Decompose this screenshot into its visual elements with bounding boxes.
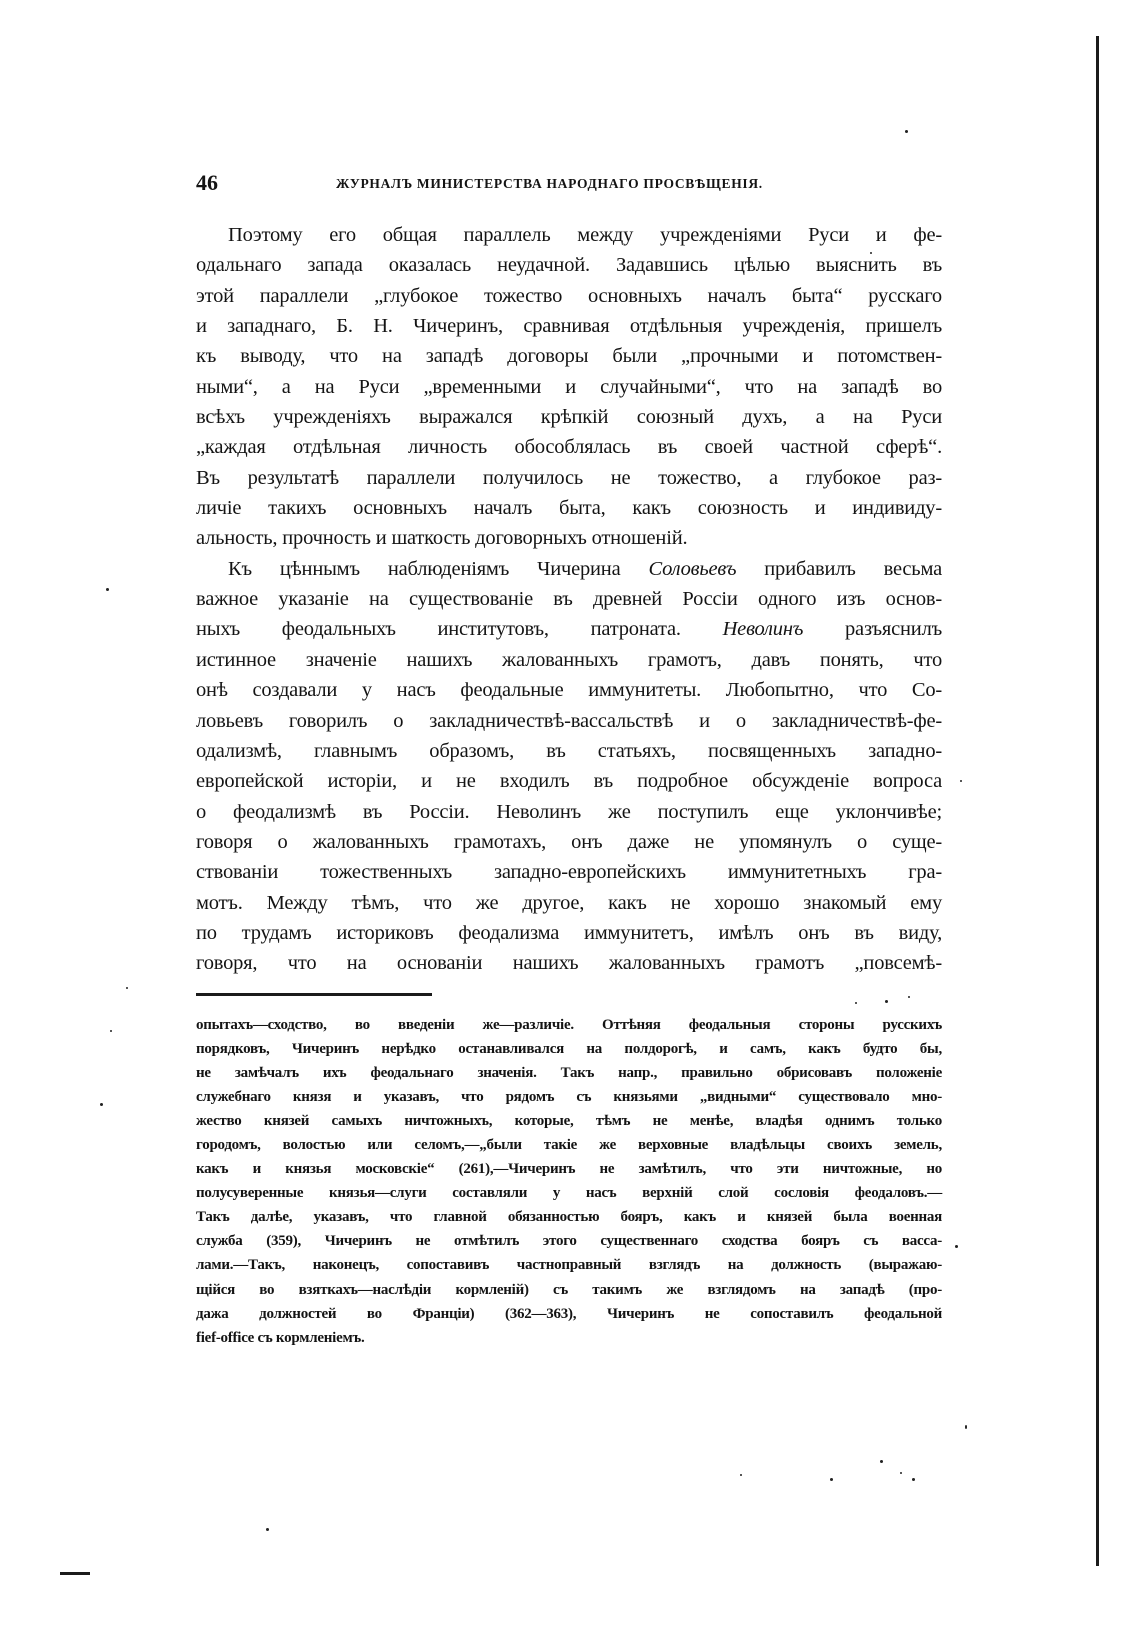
text-line: европейской исторіи, и не входилъ въ подробное обсужденіе вопроса xyxy=(196,770,942,793)
scan-speck xyxy=(110,1030,112,1032)
text-line: „каждая отдѣльная личность обособлялась въ своей частной сферѣ“. xyxy=(196,436,942,459)
footnote-line: служба (359), Чичеринъ не отмѣтилъ этого существеннаго сходства бояръ съ васса- xyxy=(196,1233,942,1250)
text-line: истинное значеніе нашихъ жалованныхъ грамотъ, давъ понять, что xyxy=(196,648,942,671)
text-line: и западнаго, Б. Н. Чичеринъ, сравнивая отдѣльныя учрежденія, пришелъ xyxy=(196,315,942,338)
author-name-nevolin: Неволинъ xyxy=(722,618,804,641)
footnote-block xyxy=(196,1013,942,1350)
scan-speck xyxy=(880,1460,883,1463)
text-line: по трудамъ историковъ феодализма иммунитетъ, имѣлъ онъ въ виду, xyxy=(196,921,942,944)
page-edge-line xyxy=(1096,36,1099,1566)
text-line: одализмѣ, главнымъ образомъ, въ статьяхъ, посвященныхъ западно- xyxy=(196,739,942,762)
text-line: важное указаніе на существованіе въ древней Россіи одного изъ основ- xyxy=(196,588,942,611)
text-segment: Къ цѣннымъ наблюденіямъ Чичерина xyxy=(228,557,621,580)
scan-speck xyxy=(912,1478,915,1481)
text-line xyxy=(196,614,942,644)
text-line: говоря о жалованныхъ грамотахъ, онъ даже не упомянулъ о суще- xyxy=(196,830,942,853)
text-line: Поэтому его общая параллель между учрежденіями Руси и фе- xyxy=(228,224,942,246)
scan-speck xyxy=(870,252,872,254)
text-line: мотъ. Между тѣмъ, что же другое, какъ не хорошо знакомый ему xyxy=(196,891,942,914)
footnote-line: жество князей самыхъ ничтожныхъ, которые, тѣмъ не менѣе, владѣя однимъ только xyxy=(196,1113,942,1130)
text-line xyxy=(196,554,942,584)
footnote-line: Такъ далѣе, указавъ, что главной обязанностью бояръ, какъ и князей была военная xyxy=(196,1209,942,1226)
scan-speck xyxy=(885,1000,888,1003)
running-title: ЖУРНАЛЪ МИНИСТЕРСТВА НАРОДНАГО ПРОСВѢЩЕНІЯ. xyxy=(336,176,763,191)
text-line: личіе такихъ основныхъ началъ быта, какъ союзность и индивиду- xyxy=(196,497,942,520)
footnote-line: лами.—Такъ, наконецъ, сопоставивъ частноправный взглядъ на должность (выражаю- xyxy=(196,1257,942,1274)
text-line: онѣ создавали у насъ феодальные иммунитеты. Любопытно, что Со- xyxy=(196,679,942,702)
text-segment: разъяснилъ xyxy=(845,618,942,641)
footnote-line: городомъ, волостью или селомъ,—„были такіе же верховные владѣльцы своихъ земель, xyxy=(196,1137,942,1154)
text-line: Въ результатѣ параллели получилось не тожество, а глубокое раз- xyxy=(196,466,942,489)
main-text-block xyxy=(196,220,942,979)
text-line: альность, прочность и шаткость договорныхъ отношеній. xyxy=(196,527,688,550)
scan-speck xyxy=(855,1002,857,1004)
page-header xyxy=(196,168,948,198)
footnote-line: какъ и князья московскіе“ (261),—Чичеринъ не замѣтилъ, что эти ничтожные, но xyxy=(196,1161,942,1178)
footnote-line: служебнаго князя и указавъ, что рядомъ съ князьями „видными“ существовало мно- xyxy=(196,1089,942,1106)
footnote-line: щійся во взяткахъ—наслѣдіи кормленій) съ такимъ же взглядомъ на западѣ (про- xyxy=(196,1281,942,1298)
scan-speck xyxy=(905,130,908,133)
scan-speck xyxy=(106,588,109,591)
text-line: этой параллели „глубокое тожество основныхъ началъ быта“ русскаго xyxy=(196,284,942,307)
scan-speck xyxy=(908,996,910,998)
text-line: одальнаго запада оказалась неудачной. Задавшись цѣлью выяснить въ xyxy=(196,254,942,277)
scan-speck xyxy=(126,987,128,989)
author-name-soloviev: Соловьевъ xyxy=(648,557,737,580)
footnote-line: дажа должностей во Франціи) (362—363), Чичеринъ не сопоставилъ феодальной xyxy=(196,1305,942,1322)
scan-speck xyxy=(266,1528,269,1531)
text-line: ловьевъ говорилъ о закладничествѣ-вассальствѣ и о закладничествѣ-фе- xyxy=(196,709,942,732)
footnote-line: полусуверенные князья—слуги составляли у насъ верхній слой сословія феодаловъ.— xyxy=(196,1185,942,1202)
scan-speck xyxy=(830,1478,833,1481)
scan-speck xyxy=(100,1103,103,1106)
text-line: къ выводу, что на западѣ договоры были „прочными и потомствен- xyxy=(196,345,942,368)
footnote-line: fief-office съ кормленіемъ. xyxy=(196,1329,365,1346)
scan-speck xyxy=(900,1472,902,1474)
text-line: ствованіи тожественныхъ западно-европейскихъ иммунитетныхъ гра- xyxy=(196,861,942,884)
scan-speck xyxy=(955,1245,958,1248)
scan-speck xyxy=(965,1425,967,1429)
footnote-line: опытахъ—сходство, во введеніи же—различіе. Оттѣняя феодальныя стороны русскихъ xyxy=(196,1017,942,1033)
text-line: всѣхъ учрежденіяхъ выражался крѣпкій союзный духъ, а на Руси xyxy=(196,406,942,429)
scan-speck xyxy=(740,1474,742,1476)
text-segment: ныхъ феодальныхъ институтовъ, патроната. xyxy=(196,618,681,641)
footnote-line: не замѣчалъ ихъ феодальнаго значенія. Такъ напр., правильно обрисовавъ положеніе xyxy=(196,1065,942,1082)
footnote-separator xyxy=(196,993,432,996)
text-line: о феодализмѣ въ Россіи. Неволинъ же поступилъ еще уклончивѣе; xyxy=(196,800,942,823)
footnote-line: порядковъ, Чичеринъ нерѣдко останавливался на полдорогѣ, и самъ, какъ будто бы, xyxy=(196,1041,942,1058)
page-number: 46 xyxy=(196,170,218,195)
scan-dash xyxy=(60,1572,90,1575)
text-line: ными“, а на Руси „временными и случайными“, что на западѣ во xyxy=(196,375,942,398)
text-line: говоря, что на основаніи нашихъ жалованныхъ грамотъ „повсемѣ- xyxy=(196,952,942,975)
text-segment: прибавилъ весьма xyxy=(764,557,942,580)
scan-speck xyxy=(960,780,962,782)
